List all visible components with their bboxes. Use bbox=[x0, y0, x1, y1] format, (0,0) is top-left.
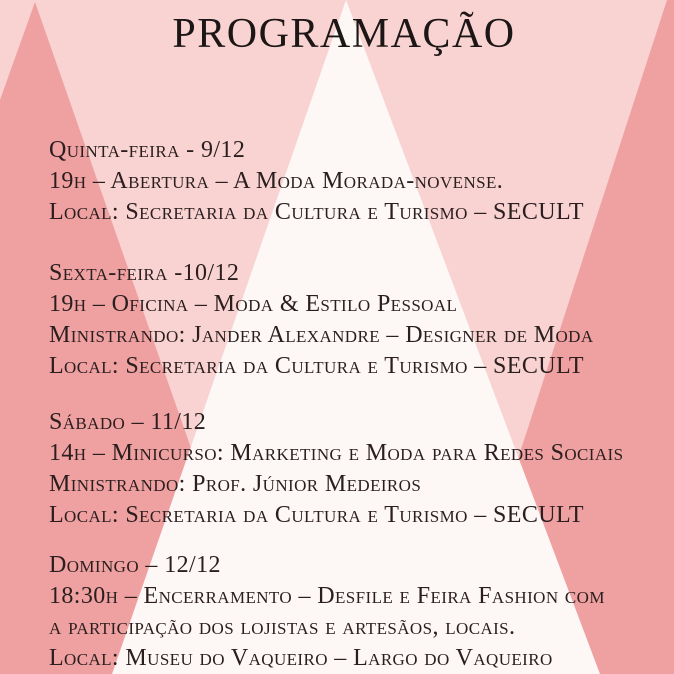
schedule-event-line-continued: a participação dos lojistas e artesãos, locais. bbox=[49, 614, 516, 640]
schedule-day-heading: Sábado – 11/12 bbox=[49, 409, 207, 435]
schedule-location-line: Local: Secretaria da Cultura e Turismo – SECULT bbox=[49, 502, 584, 528]
schedule-instructor-line: Ministrando: Prof. Júnior Medeiros bbox=[49, 471, 422, 497]
schedule-block-friday bbox=[49, 258, 594, 382]
schedule-event-line: 19h – Abertura – A Moda Morada-novense. bbox=[49, 168, 504, 194]
schedule-block-sunday bbox=[49, 550, 605, 674]
schedule-event-line: 14h – Minicurso: Marketing e Moda para Redes Sociais bbox=[49, 440, 624, 466]
schedule-location-line: Local: Secretaria da Cultura e Turismo – SECULT bbox=[49, 353, 584, 379]
schedule-event-line: 19h – Oficina – Moda & Estilo Pessoal bbox=[49, 291, 458, 317]
schedule-event-line: 18:30h – Encerramento – Desfile e Feira Fashion com bbox=[49, 583, 605, 609]
schedule-day-heading: Sexta-feira -10/12 bbox=[49, 260, 240, 286]
schedule-day-heading: Domingo – 12/12 bbox=[49, 552, 221, 578]
schedule-block-thursday bbox=[49, 135, 584, 228]
schedule-instructor-line: Ministrando: Jander Alexandre – Designer de Moda bbox=[49, 322, 594, 348]
schedule-location-line: Local: Secretaria da Cultura e Turismo – SECULT bbox=[49, 199, 584, 225]
schedule-block-saturday bbox=[49, 407, 623, 531]
schedule-day-heading: Quinta-feira - 9/12 bbox=[49, 137, 246, 163]
poster-title: PROGRAMAÇÃO bbox=[172, 11, 516, 57]
schedule-location-line: Local: Museu do Vaqueiro – Largo do Vaqueiro bbox=[49, 645, 553, 671]
